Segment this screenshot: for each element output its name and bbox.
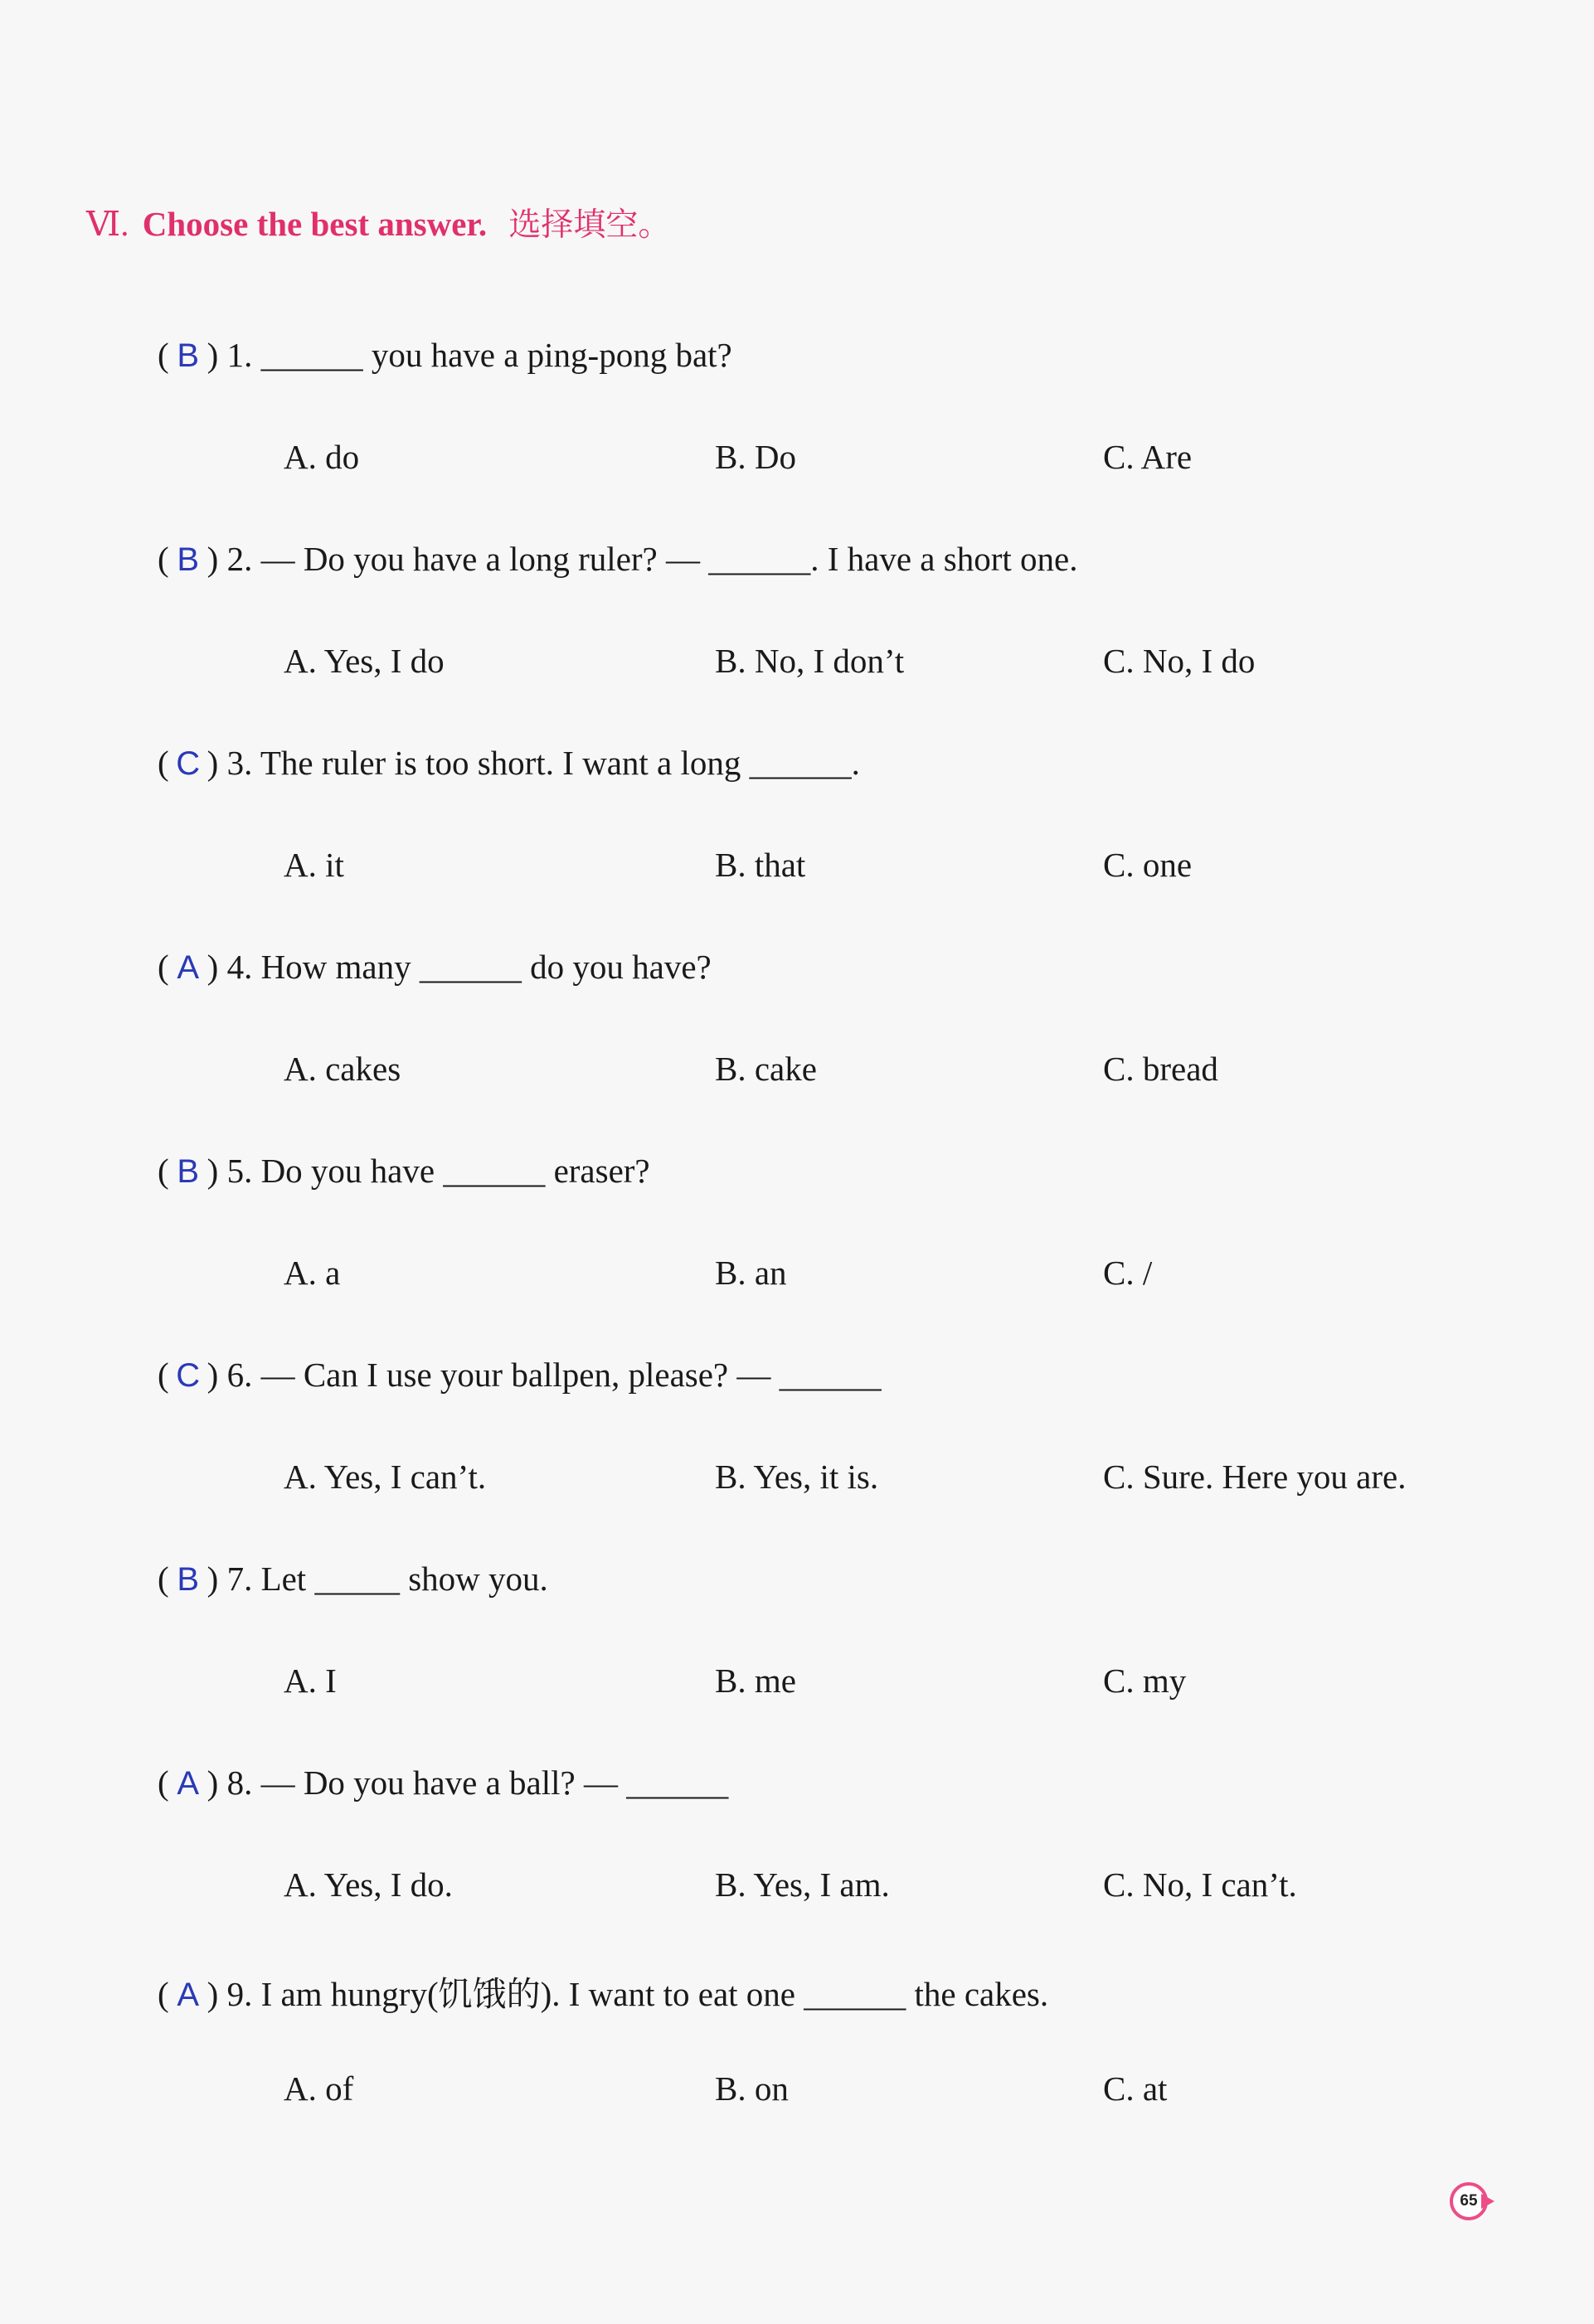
section-header <box>86 199 670 245</box>
option-b: B. me <box>715 1662 796 1700</box>
option-b: B. that <box>715 846 806 884</box>
option-b: B. Do <box>715 438 796 476</box>
option-a: A. Yes, I can’t. <box>284 1458 487 1496</box>
question-text: 2. — Do you have a long ruler? — ______. I have a short one. <box>226 540 1078 578</box>
question-line: ( C ) 6. — Can I use your ballpen, please? — ______ <box>158 1356 882 1394</box>
option-b: B. Yes, I am. <box>715 1866 890 1904</box>
answer-mark: B <box>177 337 199 374</box>
option-c: C. Are <box>1103 438 1193 476</box>
question-line: ( A ) 8. — Do you have a ball? — ______ <box>158 1764 729 1802</box>
page-number-pointer <box>1481 2194 1494 2209</box>
question-line: ( B ) 7. Let _____ show you. <box>158 1560 548 1598</box>
answer-mark: A <box>177 1765 199 1802</box>
question-line: ( C ) 3. The ruler is too short. I want a long ______. <box>158 744 860 782</box>
question-text: 9. I am hungry(饥饿的). I want to eat one ______ the cakes. <box>226 1975 1049 2013</box>
answer-mark: B <box>177 1153 199 1190</box>
section-title-zh: 选择填空。 <box>508 206 671 244</box>
question-text: 6. — Can I use your ballpen, please? — ______ <box>226 1356 882 1394</box>
option-c: C. one <box>1103 846 1193 884</box>
option-b: B. No, I don’t <box>715 642 905 680</box>
answer-mark: B <box>177 1561 199 1598</box>
option-b: B. cake <box>715 1050 817 1088</box>
option-c: C. at <box>1103 2069 1168 2108</box>
option-a: A. it <box>284 846 344 884</box>
question-text: 1. ______ you have a ping-pong bat? <box>226 336 732 374</box>
option-b: B. Yes, it is. <box>715 1458 879 1496</box>
option-c: C. my <box>1103 1662 1187 1700</box>
option-c: C. No, I do <box>1103 642 1256 680</box>
question-line: ( B ) 1. ______ you have a ping-pong bat? <box>158 336 732 374</box>
question-text: 7. Let _____ show you. <box>226 1560 548 1598</box>
option-b: B. on <box>715 2069 789 2108</box>
section-title: Choose the best answer. <box>142 205 488 243</box>
option-a: A. Yes, I do <box>284 642 445 680</box>
answer-mark: A <box>177 1977 199 2013</box>
answer-mark: B <box>177 541 199 578</box>
question-line: ( B ) 2. — Do you have a long ruler? — ______. I have a short one. <box>158 540 1078 578</box>
question-text: 3. The ruler is too short. I want a long ______. <box>226 744 860 782</box>
answer-mark: C <box>176 1357 201 1394</box>
option-a: A. a <box>284 1254 341 1292</box>
question-text: 8. — Do you have a ball? — ______ <box>226 1764 729 1802</box>
question-line: ( A ) 4. How many ______ do you have? <box>158 948 712 986</box>
section-number: Ⅵ. <box>86 205 129 243</box>
option-c: C. bread <box>1103 1050 1218 1088</box>
question-text: 5. Do you have ______ eraser? <box>226 1152 650 1190</box>
option-a: A. of <box>284 2069 354 2108</box>
option-a: A. cakes <box>284 1050 401 1088</box>
option-b: B. an <box>715 1254 787 1292</box>
option-a: A. I <box>284 1662 337 1700</box>
option-c: C. No, I can’t. <box>1103 1866 1297 1904</box>
answer-mark: A <box>177 949 199 986</box>
page-number-badge: 65 <box>1450 2182 1488 2220</box>
question-line: ( A ) 9. I am hungry(饥饿的). I want to eat one ______ the cakes. <box>158 1975 1049 2013</box>
question-line: ( B ) 5. Do you have ______ eraser? <box>158 1152 650 1190</box>
option-a: A. do <box>284 438 360 476</box>
question-text: 4. How many ______ do you have? <box>226 948 712 986</box>
option-c: C. / <box>1103 1254 1153 1292</box>
option-a: A. Yes, I do. <box>284 1866 453 1904</box>
answer-mark: C <box>176 745 201 782</box>
option-c: C. Sure. Here you are. <box>1103 1458 1407 1496</box>
